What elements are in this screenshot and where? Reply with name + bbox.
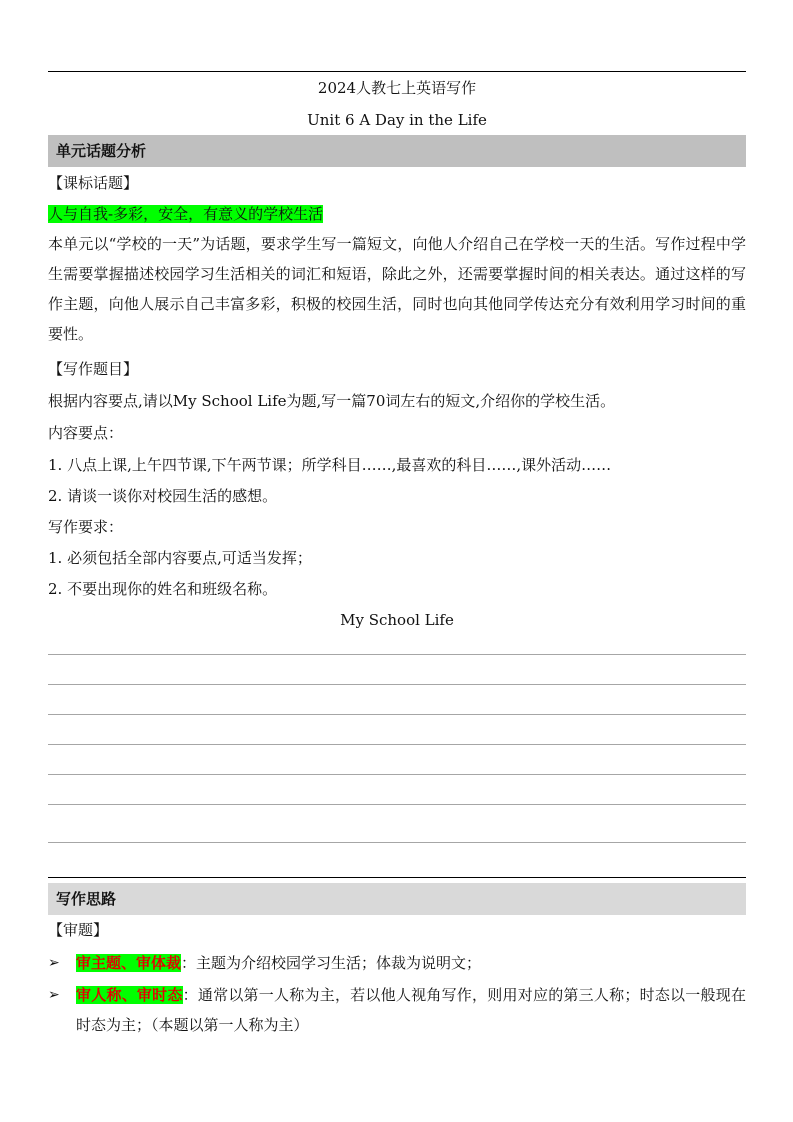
section-heading-writing-approach: 写作思路 [48,883,746,915]
requirement-item-2: 2. 不要出现你的姓名和班级名称。 [48,580,278,598]
key-phrase: 审主题、审体裁 [76,954,182,972]
bullet-detail: ：通常以第一人称为主，若以他人视角写作，则用对应的第三人称；时态以一般现在时态为主；（本题以第一人称为主） [76,986,746,1034]
writing-line[interactable] [48,804,746,805]
key-phrase: 审人称、审时态 [76,986,183,1004]
writing-line[interactable] [48,684,746,685]
section-heading-topic-analysis: 单元话题分析 [48,135,746,167]
writing-line[interactable] [48,714,746,715]
unit-title: Unit 6 A Day in the Life [307,111,487,129]
review-bullet-1 [48,948,746,978]
topic-line [48,204,746,224]
arrow-bullet-icon: ➢ [48,955,60,971]
bullet-text [76,948,746,978]
review-label: 【审题】 [48,921,109,939]
writing-line[interactable] [48,744,746,745]
requirements-label: 写作要求： [48,518,124,536]
document-page [48,0,746,1122]
writing-line[interactable] [48,654,746,655]
writing-line[interactable] [48,842,746,843]
topic-label: 【课标话题】 [48,174,139,192]
point-item-2: 2. 请谈一谈你对校园生活的感想。 [48,487,278,505]
task-text: 根据内容要点,请以My School Life为题,写一篇70词左右的短文,介绍你的学校生活。 [48,392,616,410]
document-title: 2024人教七上英语写作 [317,79,477,97]
bullet-detail: ：主题为介绍校园学习生活；体裁为说明文； [181,954,482,972]
arrow-bullet-icon: ➢ [48,987,60,1003]
header-rule [48,71,746,72]
point-item-1: 1. 八点上课,上午四节课,下午两节课；所学科目……,最喜欢的科目……,课外活动…… [48,456,612,474]
writing-line[interactable] [48,774,746,775]
review-bullet-2 [48,980,746,1042]
points-label: 内容要点： [48,424,124,442]
intro-paragraph: 本单元以“学校的一天”为话题，要求学生写一篇短文，向他人介绍自己在学校一天的生活。写作过程中学生需要掌握描述校园学习生活相关的词汇和短语，除此之外，还需要掌握时间的相关表达。通过这样的写作主题，向他人展示自己丰富多彩，积极的校园生活，同时也向其他同学传达充分有效利用学习时间的重要性。 [48,235,746,343]
section-divider [48,877,746,878]
requirement-item-1: 1. 必须包括全部内容要点,可适当发挥； [48,549,312,567]
topic-highlight: 人与自我-多彩，安全，有意义的学校生活 [48,205,324,223]
essay-title: My School Life [340,611,454,629]
bullet-text [76,980,746,1040]
task-label: 【写作题目】 [48,360,139,378]
